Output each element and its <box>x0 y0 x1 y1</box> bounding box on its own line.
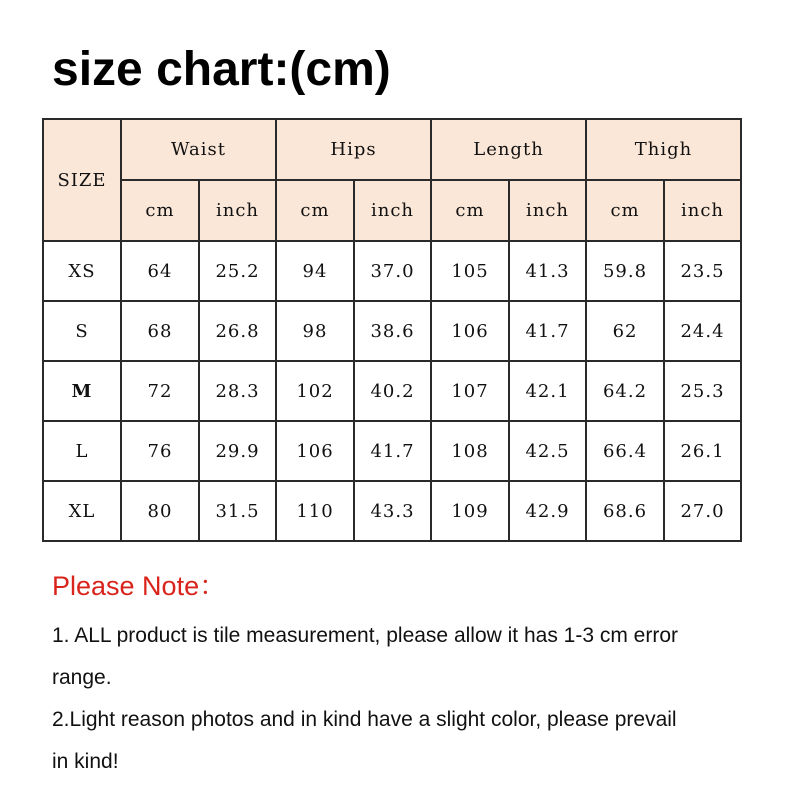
table-cell: 59.8 <box>586 241 664 301</box>
table-cell: 102 <box>276 361 354 421</box>
table-cell: 28.3 <box>199 361 276 421</box>
page-title: size chart:(cm) <box>52 43 391 96</box>
note-line: 2.Light reason photos and in kind have a slight color, please prevail <box>52 708 677 731</box>
unit-header-cell: inch <box>509 180 586 241</box>
table-cell: 38.6 <box>354 301 431 361</box>
unit-header-cell: cm <box>276 180 354 241</box>
table-row <box>43 421 741 481</box>
table-cell: 76 <box>121 421 199 481</box>
group-header-hips: Hips <box>276 119 431 180</box>
table-cell: 40.2 <box>354 361 431 421</box>
table-unit-row <box>43 180 741 241</box>
size-header-cell: SIZE <box>43 119 121 241</box>
table-cell: 108 <box>431 421 509 481</box>
table-cell: 42.5 <box>509 421 586 481</box>
table-cell: 42.1 <box>509 361 586 421</box>
table-cell: 24.4 <box>664 301 741 361</box>
table-cell: 26.8 <box>199 301 276 361</box>
unit-header-cell: inch <box>354 180 431 241</box>
size-cell: L <box>43 421 121 481</box>
note-title: Please Note： <box>52 571 227 601</box>
table-cell: 41.7 <box>354 421 431 481</box>
table-row <box>43 361 741 421</box>
size-cell: M <box>43 361 121 421</box>
table-cell: 64 <box>121 241 199 301</box>
table-cell: 68 <box>121 301 199 361</box>
table-cell: 43.3 <box>354 481 431 541</box>
table-row <box>43 301 741 361</box>
unit-header-cell: cm <box>431 180 509 241</box>
table-cell: 26.1 <box>664 421 741 481</box>
table-header-row <box>43 119 741 180</box>
group-header-waist: Waist <box>121 119 276 180</box>
group-header-thigh: Thigh <box>586 119 741 180</box>
table-cell: 25.2 <box>199 241 276 301</box>
unit-header-cell: inch <box>664 180 741 241</box>
note-line: in kind! <box>52 750 119 773</box>
table-row <box>43 481 741 541</box>
size-cell: XL <box>43 481 121 541</box>
table-cell: 106 <box>276 421 354 481</box>
table-cell: 31.5 <box>199 481 276 541</box>
table-cell: 64.2 <box>586 361 664 421</box>
table-cell: 107 <box>431 361 509 421</box>
unit-header-cell: cm <box>586 180 664 241</box>
size-chart-table <box>42 118 742 542</box>
size-cell: XS <box>43 241 121 301</box>
table-cell: 27.0 <box>664 481 741 541</box>
table-cell: 68.6 <box>586 481 664 541</box>
note-line: 1. ALL product is tile measurement, please allow it has 1-3 cm error <box>52 624 679 647</box>
table-cell: 66.4 <box>586 421 664 481</box>
table-cell: 80 <box>121 481 199 541</box>
table-cell: 37.0 <box>354 241 431 301</box>
table-cell: 41.3 <box>509 241 586 301</box>
table-cell: 25.3 <box>664 361 741 421</box>
group-header-length: Length <box>431 119 586 180</box>
table-cell: 109 <box>431 481 509 541</box>
table-cell: 29.9 <box>199 421 276 481</box>
size-cell: S <box>43 301 121 361</box>
table-cell: 72 <box>121 361 199 421</box>
table-cell: 62 <box>586 301 664 361</box>
unit-header-cell: cm <box>121 180 199 241</box>
table-cell: 110 <box>276 481 354 541</box>
table-cell: 106 <box>431 301 509 361</box>
table-cell: 94 <box>276 241 354 301</box>
table-cell: 42.9 <box>509 481 586 541</box>
table-row <box>43 241 741 301</box>
unit-header-cell: inch <box>199 180 276 241</box>
table-cell: 105 <box>431 241 509 301</box>
table-cell: 98 <box>276 301 354 361</box>
table-cell: 23.5 <box>664 241 741 301</box>
note-line: range. <box>52 666 112 689</box>
table-cell: 41.7 <box>509 301 586 361</box>
